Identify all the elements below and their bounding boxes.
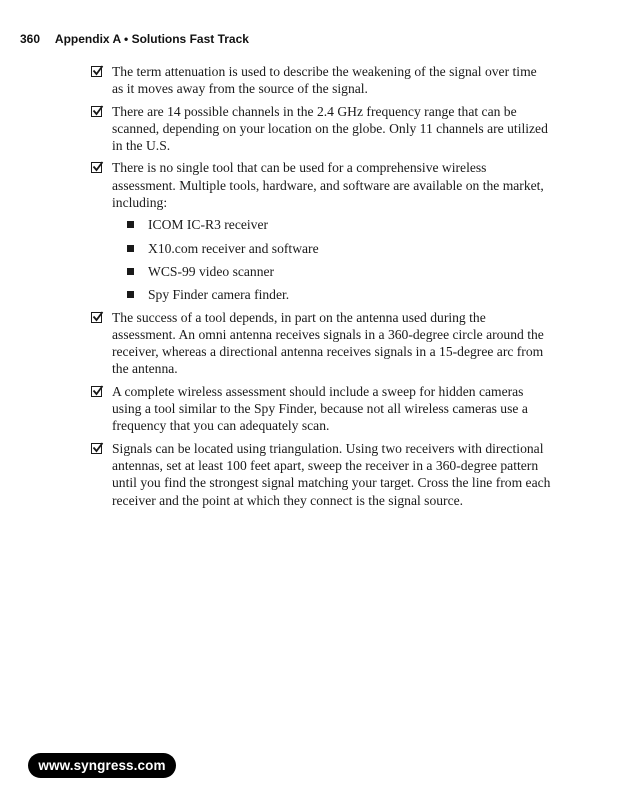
sublist-item-text: WCS-99 video scanner	[148, 263, 275, 279]
publisher-url-badge[interactable]	[28, 753, 176, 778]
sublist-item	[127, 240, 551, 257]
page-number: 360	[20, 32, 41, 46]
checked-box-icon	[91, 443, 102, 454]
list-item-text: The success of a tool depends, in part on the antenna used during the assessment. An omni antenna receives signals in a 360-degree circle around the receiver, whereas a directional antenna receives signals in a 15-degree arc from the antenna.	[112, 309, 544, 377]
list-item-text: Signals can be located using triangulation. Using two receivers with directional antennas, set at least 100 feet apart, sweep the receiver in a 360-degree pattern until you find the strongest signal matching your target. Cross the line from each receiver and the point at which they connect is the signal source.	[112, 440, 551, 508]
solutions-list	[91, 63, 551, 514]
square-bullet-icon	[127, 291, 134, 298]
sublist-item-text: ICOM IC-R3 receiver	[148, 217, 269, 233]
square-bullet-icon	[127, 268, 134, 275]
list-item	[91, 383, 551, 435]
checked-box-icon	[91, 312, 102, 323]
checked-box-icon	[91, 386, 102, 397]
list-item	[91, 440, 551, 509]
sublist-item	[127, 263, 551, 280]
list-item-text: There are 14 possible channels in the 2.4 GHz frequency range that can be scanned, depending on your location on the globe. Only 11 channels are utilized in the U.S.	[112, 103, 548, 154]
list-item-text: There is no single tool that can be used for a comprehensive wireless assessment. Multiple tools, hardware, and software are available on the market, including:	[112, 160, 544, 211]
checked-box-icon	[91, 106, 102, 117]
list-item	[91, 159, 551, 303]
list-item	[91, 63, 551, 98]
square-bullet-icon	[127, 221, 134, 228]
publisher-url[interactable]: www.syngress.com	[38, 758, 166, 773]
sublist-item-text: X10.com receiver and software	[148, 240, 319, 256]
chapter-title: Appendix A • Solutions Fast Track	[54, 32, 249, 46]
list-item	[91, 309, 551, 378]
sublist-item-text: Spy Finder camera finder.	[148, 287, 290, 303]
list-item-text: The term attenuation is used to describe the weakening of the signal over time as it moves away from the source of the signal.	[112, 64, 537, 97]
checked-box-icon	[91, 66, 102, 77]
square-bullet-icon	[127, 245, 134, 252]
sublist-item	[127, 216, 551, 233]
list-item-text: A complete wireless assessment should include a sweep for hidden cameras using a tool similar to the Spy Finder, because not all wireless cameras use a frequency that you can adequately scan.	[112, 383, 528, 434]
running-header	[20, 32, 249, 46]
sublist-item	[127, 286, 551, 303]
checked-box-icon	[91, 162, 102, 173]
list-item	[91, 103, 551, 155]
tool-sublist	[112, 216, 551, 303]
